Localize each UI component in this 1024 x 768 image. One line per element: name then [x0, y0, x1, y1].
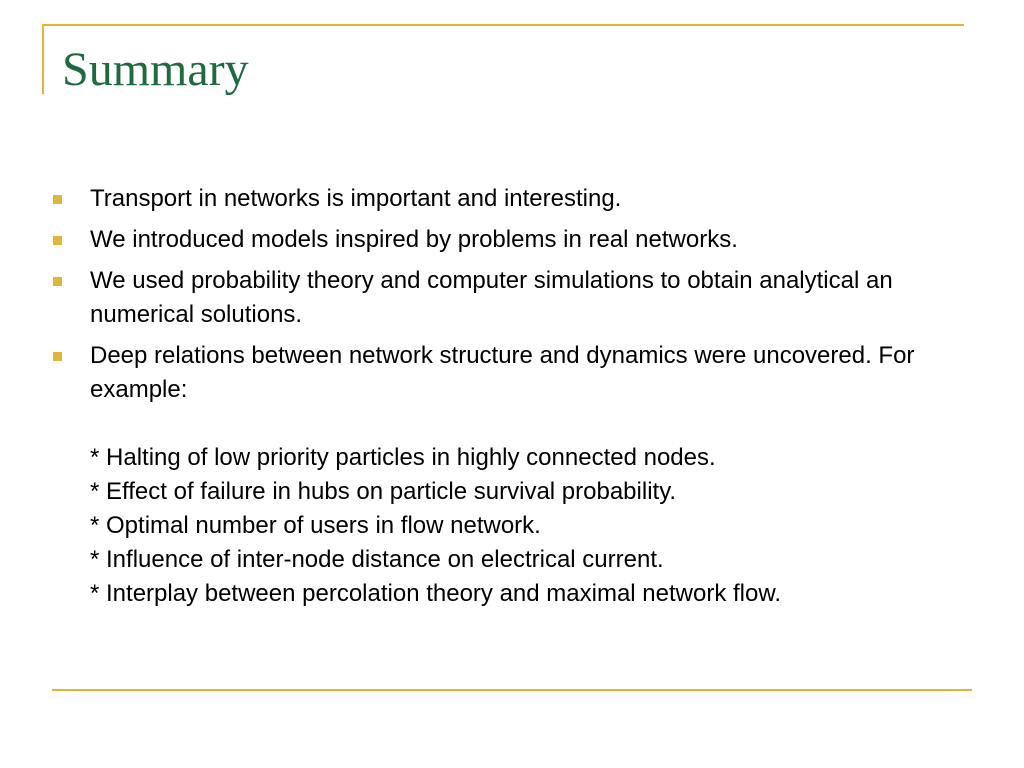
slide-title: Summary [62, 43, 249, 96]
example-item: * Optimal number of users in flow network. [90, 512, 541, 539]
example-item: * Influence of inter-node distance on electrical current. [90, 546, 664, 573]
example-item: * Effect of failure in hubs on particle survival probability. [90, 478, 677, 505]
bullet-item [50, 339, 950, 611]
bullet-list [50, 182, 950, 618]
bottom-divider-line [52, 689, 972, 691]
bullet-text: We introduced models inspired by problems in real networks. [90, 226, 738, 253]
bullet-item [50, 223, 950, 257]
square-bullet-icon [53, 352, 62, 361]
bullet-text: Deep relations between network structure and dynamics were uncovered. For example: [90, 342, 915, 403]
example-list [90, 441, 950, 611]
bullet-item [50, 264, 950, 332]
example-item: * Halting of low priority particles in highly connected nodes. [90, 444, 716, 471]
square-bullet-icon [53, 277, 62, 286]
square-bullet-icon [53, 195, 62, 204]
bullet-text: Transport in networks is important and interesting. [90, 185, 622, 212]
title-frame-top-line [42, 24, 964, 26]
bullet-text: We used probability theory and computer simulations to obtain analytical an numerical solutions. [90, 267, 893, 328]
square-bullet-icon [53, 236, 62, 245]
example-item: * Interplay between percolation theory and maximal network flow. [90, 580, 782, 607]
title-frame-vertical-line [42, 24, 44, 94]
bullet-item [50, 182, 950, 216]
